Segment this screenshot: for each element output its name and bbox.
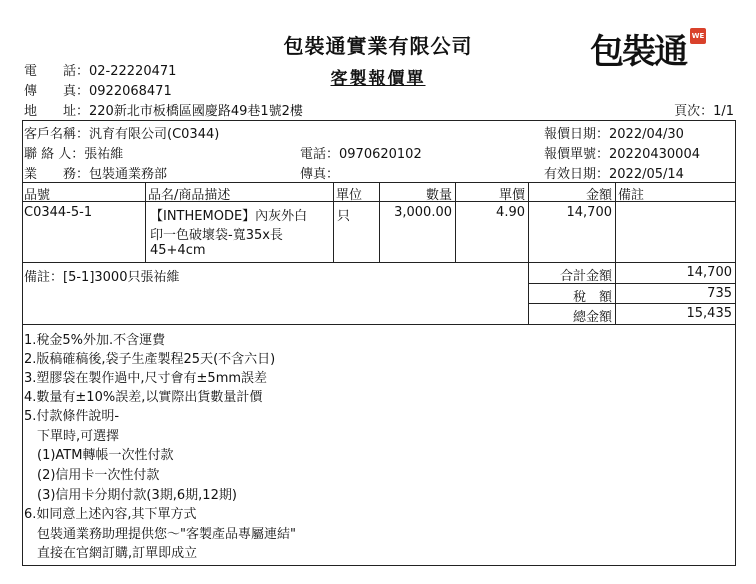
note-line: 直接在官網訂購,訂單即成立 xyxy=(24,546,198,561)
company-name: 包裝通實業有限公司 xyxy=(283,34,473,58)
page-value: 1/1 xyxy=(713,104,734,119)
total-label: 總金額 xyxy=(572,310,612,325)
note-line: 包裝通業務助理提供您～"客製產品專屬連結" xyxy=(24,527,296,542)
contact-person-row xyxy=(24,143,123,162)
customer-fax-label: 傳真： xyxy=(300,167,340,182)
item-desc-line-3: 45+4cm xyxy=(150,243,206,258)
item-code: C0344-5-1 xyxy=(24,205,93,220)
note-line: 1.稅金5%外加.不含運費 xyxy=(24,333,166,348)
summary-remark-value: [5-1]3000只張祐維 xyxy=(63,270,180,285)
col-header-qty: 數量 xyxy=(425,188,452,203)
quote-number-label: 報價單號： xyxy=(544,147,610,162)
valid-date-label: 有效日期： xyxy=(544,167,610,182)
subtotal-value: 14,700 xyxy=(686,265,732,280)
note-line: (2)信用卡一次性付款 xyxy=(24,468,160,483)
col-header-unit: 單位 xyxy=(336,188,363,203)
sales-label: 業 務： xyxy=(24,167,90,182)
customer-tel: 0970620102 xyxy=(339,147,422,162)
customer-tel-label: 電話： xyxy=(300,147,340,162)
subtotal-label: 合計金額 xyxy=(559,269,612,284)
item-unit: 只 xyxy=(337,209,351,224)
summary-remark xyxy=(24,266,179,285)
page-label: 頁次： xyxy=(674,104,714,119)
note-line: 2.版稿確稿後,袋子生產製程25天(不含六日) xyxy=(24,352,276,367)
note-line: (1)ATM轉帳一次性付款 xyxy=(24,448,174,463)
valid-date-row xyxy=(544,163,684,182)
note-line: 6.如同意上述內容,其下單方式 xyxy=(24,507,197,522)
tax-value: 735 xyxy=(707,286,732,301)
item-amount: 14,700 xyxy=(566,205,612,220)
note-line: (3)信用卡分期付款(3期,6期,12期) xyxy=(24,488,237,503)
address-row xyxy=(24,100,303,119)
customer-name-label: 客戶名稱： xyxy=(24,127,90,142)
tax-label: 稅 額 xyxy=(572,290,612,305)
customer-name-row xyxy=(24,123,219,142)
note-line: 4.數量有±10%誤差,以實際出貨數量計價 xyxy=(24,390,263,405)
phone-label: 電 話： xyxy=(24,64,90,79)
quote-date-label: 報價日期： xyxy=(544,127,610,142)
item-price: 4.90 xyxy=(496,205,525,220)
valid-date: 2022/05/14 xyxy=(609,167,684,182)
note-line: 3.塑膠袋在製作過中,尺寸會有±5mm誤差 xyxy=(24,371,268,386)
fax-label: 傳 真： xyxy=(24,84,90,99)
quote-number-row xyxy=(544,143,700,162)
col-header-price: 單價 xyxy=(498,188,525,203)
company-logo: 包裝通 xyxy=(590,32,686,72)
fax-row xyxy=(24,80,172,99)
customer-name: 汎育有限公司(C0344) xyxy=(89,127,220,142)
item-qty: 3,000.00 xyxy=(394,205,452,220)
sales-row xyxy=(24,163,167,182)
sales-value: 包裝通業務部 xyxy=(89,167,168,182)
contact-person: 張祐維 xyxy=(84,147,124,162)
note-line: 5.付款條件說明- xyxy=(24,409,120,424)
contact-person-label: 聯 絡 人： xyxy=(24,147,85,162)
address-value: 220新北市板橋區國慶路49巷1號2樓 xyxy=(89,104,303,119)
item-desc-line-1: 【INTHEMODE】內灰外白 xyxy=(150,209,308,224)
col-header-remark: 備註 xyxy=(618,188,645,203)
phone-row xyxy=(24,60,176,79)
summary-remark-label: 備註： xyxy=(24,270,64,285)
total-value: 15,435 xyxy=(686,306,732,321)
col-header-desc: 品名/商品描述 xyxy=(148,188,231,203)
note-line: 下單時,可選擇 xyxy=(24,429,120,444)
quote-date: 2022/04/30 xyxy=(609,127,684,142)
address-label: 地 址： xyxy=(24,104,90,119)
document-title: 客製報價單 xyxy=(330,69,426,89)
phone-value: 02-22220471 xyxy=(89,64,177,79)
fax-value: 0922068471 xyxy=(89,84,172,99)
logo-badge: WE xyxy=(690,28,706,44)
customer-fax-row xyxy=(300,163,339,182)
page-row xyxy=(674,100,734,119)
quote-number: 20220430004 xyxy=(609,147,700,162)
col-header-amount: 金額 xyxy=(585,188,612,203)
customer-tel-row xyxy=(300,143,422,162)
col-header-code: 品號 xyxy=(24,188,51,203)
quote-date-row xyxy=(544,123,684,142)
item-desc-line-2: 印一色破壞袋-寬35x長 xyxy=(150,228,283,243)
